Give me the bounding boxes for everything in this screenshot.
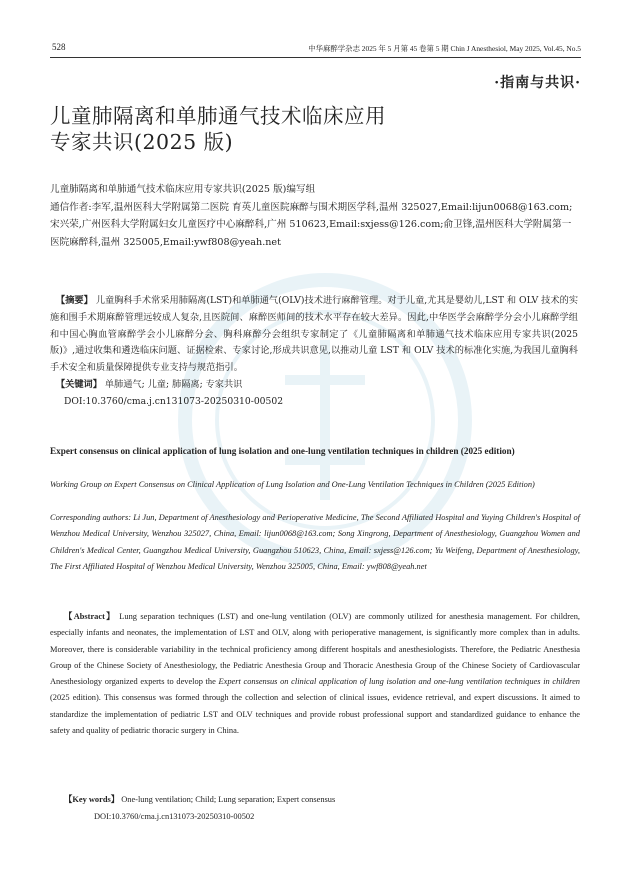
header-rule [50, 57, 581, 58]
abstract-zh-text: 儿童胸科手术常采用肺隔离(LST)和单肺通气(OLV)技术进行麻醉管理。对于儿童,尤其是婴幼儿,LST 和 OLV 技术的实施和围手术期麻醉管理远较成人复杂,且医院间、麻醉医师间的技术水平存在较大差异。因此,中华医学会麻醉学分会小儿麻醉学组和中国心胸血管麻醉学会小儿麻醉分会、胸科麻醉分会组织专家制定了《儿童肺隔离和单肺通气技术临床应用专家共识(2025 版)》,通过收集和遴选临床问题、证据检索、专家讨论,形成共识意见,以推动儿童 LST 和 OLV 技术的标准化实施,为我国儿童胸科手术安全和质量保障提供专业支持与规范指引。 [50, 295, 579, 374]
abstract-en-label: 【Abstract】 [64, 612, 116, 621]
keywords-en-label: 【Key words】 [64, 795, 120, 804]
keywords-zh-label: 【关键词】 [56, 378, 102, 390]
abstract-zh [50, 293, 578, 411]
english-title: Expert consensus on clinical application of lung isolation and one-lung ventilation techniques in children (2025 edition) [50, 446, 515, 456]
corr-text-en: Li Jun, Department of Anesthesiology and Perioperative Medicine, The Second Affiliated Hospital and Yuying Children's Hospital of Wenzhou Medical University, Wenzhou 325027, China, Email: lijun0068@163.com; Song Xingrong, Department of Anesthesiology, Guangzhou Women and Children's Medical Center, Guangzhou Medical University, Guangzhou 510623, China, Email: sxjess@126.com; Yu Weifeng, Department of Anesthesiology, The First Affiliated Hospital of Wenzhou Medical University, Wenzhou 325005, China, Email: ywf808@yeah.net [50, 513, 580, 571]
page-number: 528 [52, 42, 66, 52]
title-line-2: 专家共识(2025 版) [50, 130, 234, 154]
journal-citation: 中华麻醉学杂志 2025 年 5 月第 45 卷第 5 期 Chin J Anesthesiol, May 2025, Vol.45, No.5 [308, 44, 581, 53]
doi-zh: DOI:10.3760/cma.j.cn131073-20250310-00502 [64, 395, 284, 407]
column-label: ·指南与共识· [494, 75, 581, 91]
keywords-zh-text: 单肺通气; 儿童; 肺隔离; 专家共识 [104, 378, 243, 390]
authors-zh [50, 181, 578, 251]
corresponding-authors-zh: 通信作者:李军,温州医科大学附属第二医院 育英儿童医院麻醉与围术期医学科,温州 325027,Email:lijun0068@163.com;宋兴荣,广州医科大学附属妇女儿童医疗中心麻醉科,广州 510623,Email:sxjess@126.com;俞卫锋,温州医科大学附属第一医院麻醉科,温州 325005,Email:ywf808@yeah.net [50, 201, 573, 248]
article-title [50, 103, 386, 155]
corr-label-en: Corresponding authors: [50, 513, 131, 522]
abstract-en-text-1: Lung separation techniques (LST) and one-lung ventilation (OLV) are commonly utilized for anesthesia management. For children, especially infants and neonates, the implementation of LST and OLV, along with perioperative management, is significantly more complex than in adults. Moreover, there is considerable variability in the technical proficiency among different hospitals and anesthesiologists. Therefore, the Pediatric Anesthesia Group of the Chinese Society of Anesthesiology, the Pediatric Anesthesia Group and Thoracic Anesthesia Group of the Chinese Society of Cardiovascular Anesthesiology organized experts to develop the [50, 612, 580, 687]
doi-en: DOI:10.3760/cma.j.cn131073-20250310-00502 [94, 812, 255, 821]
keywords-zh [50, 377, 578, 394]
english-corresponding-authors [50, 510, 580, 575]
abstract-en-text-2: (2025 edition). This consensus was formed through the collection and selection of clinical issues, evidence retrieval, and expert discussions. It aimed to standardize the implementation of pediatric LST and OLV techniques and provide robust professional support and standardized guidance to enhance the safety and quality of pediatric thoracic surgery in China. [50, 693, 580, 736]
keywords-en-text: One-lung ventilation; Child; Lung separation; Expert consensus [119, 795, 336, 804]
writing-group: 儿童肺隔离和单肺通气技术临床应用专家共识(2025 版)编写组 [50, 184, 316, 195]
abstract-zh-label: 【摘要】 [56, 295, 93, 306]
english-abstract [50, 609, 580, 739]
title-line-1: 儿童肺隔离和单肺通气技术临床应用 [50, 104, 386, 128]
english-working-group: Working Group on Expert Consensus on Clinical Application of Lung Isolation and One-Lung Ventilation Techniques in Children (2025 Edition) [50, 480, 535, 489]
abstract-zh-body [50, 293, 578, 377]
keywords-en [50, 792, 594, 808]
abstract-en-italic: Expert consensus on clinical application of lung isolation and one-lung ventilation techniques in children [218, 677, 580, 687]
